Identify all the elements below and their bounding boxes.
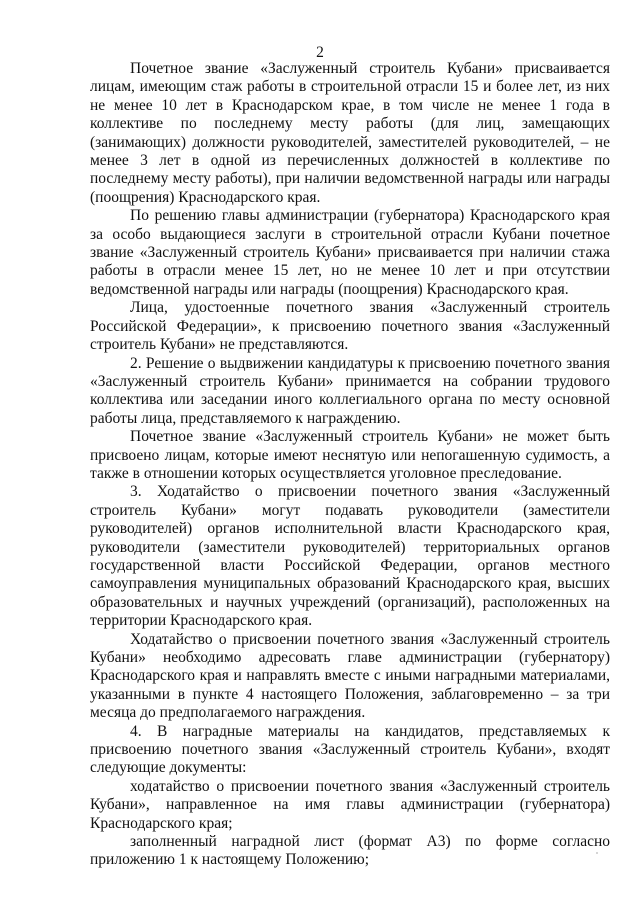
list-item-petition: ходатайство о присвоении почетного звания «Заслуженный строитель Кубани», направленное на имя главы администрации (губернатора) Краснодарского края; — [90, 777, 610, 832]
paragraph-petition-address: Ходатайство о присвоении почетного звания «Заслуженный строитель Кубани» необходимо адресовать главе администрации (губернатору) Краснодарского края и направлять вместе с иными наградными материалами, указанными в пункте 4 настоящего Положения, заблаговременно – за три месяца до предполагаемого награждения. — [90, 630, 610, 722]
document-body — [90, 60, 610, 870]
paragraph-eligibility: Почетное звание «Заслуженный строитель Кубани» присваивается лицам, имеющим стаж работы в строительной отрасли 15 и более лет, из них не менее 10 лет в Краснодарском крае, в том числе не менее 1 года в коллективе по последнему месту работы (для лиц, замещающих (занимающих) должности руководителей, заместителей руководителей, – не менее 3 лет в одной из перечисленных должностей в коллективе по последнему месту работы), при наличии ведомственной награды или награды (поощрения) Краснодарского края. — [90, 60, 610, 206]
paragraph-exclusion: Лица, удостоенные почетного звания «Заслуженный строитель Российской Федерации», к присвоению почетного звания «Заслуженный строитель Кубани» не представляются. — [90, 299, 610, 354]
list-item-award-sheet: заполненный наградной лист (формат А3) по форме согласно приложению 1 к настоящему Положению; — [90, 833, 610, 869]
paragraph-clause-2: 2. Решение о выдвижении кандидатуры к присвоению почетного звания «Заслуженный строитель Кубани» принимается на собрании трудового коллектива или заседании иного коллегиального органа по месту основной работы лица, представляемого к награждению. — [90, 354, 610, 427]
scan-speck — [596, 852, 598, 854]
paragraph-clause-4: 4. В наградные материалы на кандидатов, представляемых к присвоению почетного звания «Заслуженный строитель Кубани», входят следующие документы: — [90, 722, 610, 777]
paragraph-clause-3: 3. Ходатайство о присвоении почетного звания «Заслуженный строитель Кубани» могут подавать руководители (заместители руководителей) органов исполнительной власти Краснодарского края, руководители (заместители руководителей) территориальных органов государственной власти Российской Федерации, органов местного самоуправления муниципальных образований Краснодарского края, высших образовательных и научных учреждений (организаций), расположенных на территории Краснодарского края. — [90, 483, 610, 630]
page-number: 2 — [316, 44, 324, 61]
paragraph-governor-decision: По решению главы администрации (губернатора) Краснодарского края за особо выдающиеся заслуги в строительной отрасли Кубани почетное звание «Заслуженный строитель Кубани» присваивается при наличии стажа работы в отрасли менее 15 лет, но не менее 10 лет и при отсутствии ведомственной награды или награды (поощрения) Краснодарского края. — [90, 207, 610, 298]
paragraph-conviction: Почетное звание «Заслуженный строитель Кубани» не может быть присвоено лицам, которые имеют неснятую или непогашенную судимость, а также в отношении которых осуществляется уголовное преследование. — [90, 428, 610, 482]
